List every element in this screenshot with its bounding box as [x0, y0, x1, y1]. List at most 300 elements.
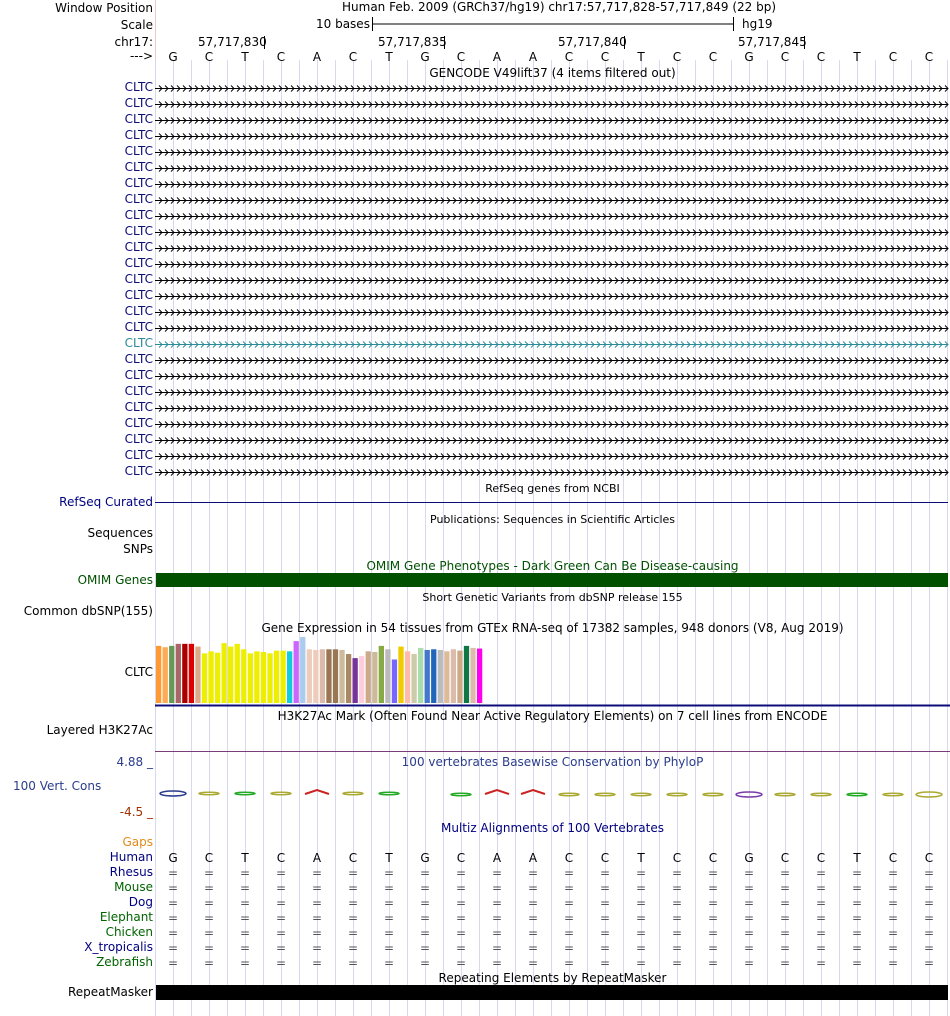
gtex-tissue-bar — [254, 651, 259, 703]
alignment-match-char: = — [419, 911, 431, 925]
gencode-transcript-label[interactable]: CLTC — [124, 368, 153, 382]
alignment-match-char: = — [383, 881, 395, 895]
alignment-match-char: = — [563, 866, 575, 880]
base-letter: C — [276, 50, 286, 64]
base-letter: A — [528, 50, 538, 64]
gtex-tissue-bar — [320, 649, 325, 703]
scale-label: Scale — [120, 18, 153, 32]
alignment-match-char: = — [239, 956, 251, 970]
alignment-match-char: = — [203, 926, 215, 940]
multiz-gaps-label[interactable]: Gaps — [122, 835, 153, 849]
gtex-tissue-bar — [313, 650, 318, 703]
repeatmasker-track-title[interactable]: Repeating Elements by RepeatMasker — [438, 971, 667, 985]
base-letter: C — [204, 50, 214, 64]
alignment-match-char: = — [707, 866, 719, 880]
gtex-tissue-bar — [189, 644, 194, 703]
alignment-match-char: = — [311, 866, 323, 880]
gencode-transcript-label[interactable]: CLTC — [124, 256, 153, 270]
gencode-transcript-label[interactable]: CLTC — [124, 400, 153, 414]
alignment-match-char: = — [707, 956, 719, 970]
base-letter: C — [924, 50, 934, 64]
gtex-tissue-bar — [385, 649, 390, 703]
gtex-tissue-bar — [300, 637, 305, 703]
gtex-tissue-bar — [398, 647, 403, 703]
alignment-match-char: = — [779, 866, 791, 880]
alignment-match-char: = — [527, 881, 539, 895]
alignment-match-char: = — [815, 911, 827, 925]
gencode-transcript-label[interactable]: CLTC — [124, 384, 153, 398]
alignment-match-char: = — [491, 911, 503, 925]
alignment-match-char: = — [923, 896, 935, 910]
base-letter: C — [564, 50, 574, 64]
phylop-track-title[interactable]: 100 vertebrates Basewise Conservation by PhyloP — [401, 755, 704, 769]
species-label[interactable]: Rhesus — [109, 865, 153, 879]
alignment-match-char: = — [743, 881, 755, 895]
alignment-match-char: = — [527, 896, 539, 910]
alignment-match-char: = — [635, 956, 647, 970]
alignment-match-char: = — [167, 896, 179, 910]
human-base-letter: C — [708, 851, 718, 865]
human-base-letter: T — [241, 851, 249, 865]
alignment-match-char: = — [599, 866, 611, 880]
gtex-tissue-bar — [156, 646, 161, 703]
alignment-match-char: = — [347, 866, 359, 880]
gencode-transcript-label[interactable]: CLTC — [124, 208, 153, 222]
gtex-tissue-bar — [451, 649, 456, 703]
ruler-position-4: 57,717,845 — [738, 35, 807, 49]
gencode-transcript-label[interactable]: CLTC — [124, 432, 153, 446]
gencode-transcript-label[interactable]: CLTC — [124, 112, 153, 126]
alignment-match-char: = — [239, 881, 251, 895]
gtex-tissue-bar — [241, 649, 246, 703]
alignment-match-char: = — [455, 881, 467, 895]
gtex-tissue-bar — [444, 651, 449, 703]
alignment-match-char: = — [851, 896, 863, 910]
gtex-tissue-bar — [195, 647, 200, 703]
alignment-match-char: = — [671, 896, 683, 910]
gtex-tissue-bar — [339, 650, 344, 703]
base-letter: T — [853, 50, 861, 64]
alignment-match-char: = — [563, 911, 575, 925]
gencode-transcript-label[interactable]: CLTC — [124, 96, 153, 110]
gtex-tissue-bar — [235, 644, 240, 703]
human-base-letter: G — [168, 851, 178, 865]
gencode-transcript-label[interactable]: CLTC — [124, 224, 153, 238]
alignment-match-char: = — [635, 941, 647, 955]
human-base-letter: C — [816, 851, 826, 865]
gencode-transcript-label[interactable]: CLTC — [124, 416, 153, 430]
alignment-match-char: = — [239, 896, 251, 910]
species-label[interactable]: Chicken — [105, 925, 153, 939]
human-base-letter: C — [456, 851, 466, 865]
alignment-match-char: = — [239, 911, 251, 925]
assembly-position-text: Human Feb. 2009 (GRCh37/hg19) chr17:57,717,828-57,717,849 (22 bp) — [342, 0, 777, 14]
alignment-match-char: = — [203, 941, 215, 955]
alignment-match-char: = — [599, 956, 611, 970]
gtex-tissue-bar — [280, 651, 285, 703]
h3k27ac-track-title[interactable]: H3K27Ac Mark (Often Found Near Active Regulatory Elements) on 7 cell lines from ENCODE — [277, 709, 828, 723]
alignment-match-char: = — [455, 896, 467, 910]
dbsnp-track-label[interactable]: Common dbSNP(155) — [23, 604, 153, 618]
alignment-match-char: = — [815, 866, 827, 880]
human-base-letter: A — [528, 851, 538, 865]
gtex-tissue-bar — [248, 653, 253, 703]
repeatmasker-track-label[interactable]: RepeatMasker — [67, 985, 153, 999]
alignment-match-char: = — [887, 896, 899, 910]
alignment-match-char: = — [275, 926, 287, 940]
alignment-match-char: = — [311, 956, 323, 970]
alignment-match-char: = — [275, 911, 287, 925]
gtex-tissue-bar — [169, 646, 174, 703]
gtex-tissue-bar — [228, 647, 233, 703]
alignment-match-char: = — [707, 926, 719, 940]
alignment-match-char: = — [923, 941, 935, 955]
alignment-match-char: = — [419, 896, 431, 910]
alignment-match-char: = — [563, 956, 575, 970]
human-base-letter: C — [780, 851, 790, 865]
h3k27ac-track-label[interactable]: Layered H3K27Ac — [46, 723, 153, 737]
gtex-track-label[interactable]: CLTC — [124, 665, 153, 679]
species-label[interactable]: Zebrafish — [96, 955, 153, 969]
alignment-match-char: = — [599, 881, 611, 895]
gtex-tissue-bar — [274, 651, 279, 703]
gencode-transcript-label[interactable]: CLTC — [124, 240, 153, 254]
alignment-match-char: = — [635, 896, 647, 910]
gencode-transcript-label[interactable]: CLTC — [124, 160, 153, 174]
alignment-match-char: = — [779, 926, 791, 940]
publications-label-sequences[interactable]: Sequences — [87, 526, 153, 540]
omim-track-title[interactable]: OMIM Gene Phenotypes - Dark Green Can Be Disease-causing — [366, 559, 739, 573]
publications-label-snps[interactable]: SNPs — [123, 542, 153, 556]
gencode-transcript-label[interactable]: CLTC — [124, 304, 153, 318]
species-label[interactable]: Dog — [128, 895, 153, 909]
gtex-bars — [156, 637, 482, 703]
alignment-match-char: = — [527, 956, 539, 970]
alignment-match-char: = — [491, 941, 503, 955]
alignment-match-char: = — [635, 866, 647, 880]
alignment-match-char: = — [203, 896, 215, 910]
gtex-tissue-bar — [333, 649, 338, 703]
base-letter: A — [492, 50, 502, 64]
gtex-tissue-bar — [267, 653, 272, 703]
alignment-match-char: = — [167, 866, 179, 880]
alignment-match-char: = — [635, 926, 647, 940]
gtex-tissue-bar — [202, 653, 207, 703]
alignment-match-char: = — [707, 881, 719, 895]
alignment-match-char: = — [311, 881, 323, 895]
base-letter: G — [168, 50, 178, 64]
alignment-match-char: = — [419, 956, 431, 970]
alignment-match-char: = — [383, 911, 395, 925]
base-letter: C — [672, 50, 682, 64]
alignment-match-char: = — [923, 881, 935, 895]
phylop-min-label: -4.5 _ — [119, 805, 153, 819]
alignment-match-char: = — [527, 866, 539, 880]
alignment-match-char: = — [743, 896, 755, 910]
alignment-match-char: = — [203, 911, 215, 925]
alignment-match-char: = — [383, 926, 395, 940]
alignment-match-char: = — [851, 911, 863, 925]
alignment-match-char: = — [347, 896, 359, 910]
repeatmasker-bar — [156, 985, 948, 1000]
alignment-match-char: = — [851, 956, 863, 970]
gtex-tissue-bar — [261, 652, 266, 703]
gencode-transcript-label[interactable]: CLTC — [124, 352, 153, 366]
alignment-match-char: = — [491, 866, 503, 880]
alignment-match-char: = — [239, 866, 251, 880]
alignment-match-char: = — [203, 866, 215, 880]
db-text: hg19 — [742, 17, 773, 31]
alignment-match-char: = — [419, 866, 431, 880]
gencode-transcript-label[interactable]: CLTC — [124, 80, 153, 94]
alignment-match-char: = — [347, 926, 359, 940]
gtex-tissue-bar — [215, 653, 220, 703]
gtex-tissue-bar — [366, 651, 371, 703]
alignment-match-char: = — [347, 941, 359, 955]
alignment-match-char: = — [707, 911, 719, 925]
alignment-match-char: = — [887, 881, 899, 895]
alignment-match-char: = — [851, 881, 863, 895]
alignment-match-char: = — [851, 866, 863, 880]
gtex-tissue-bar — [208, 651, 213, 703]
alignment-match-char: = — [671, 881, 683, 895]
alignment-match-char: = — [563, 941, 575, 955]
alignment-match-char: = — [671, 956, 683, 970]
alignment-match-char: = — [779, 911, 791, 925]
alignment-match-char: = — [455, 956, 467, 970]
alignment-match-char: = — [455, 941, 467, 955]
alignment-match-char: = — [923, 956, 935, 970]
base-letter: T — [637, 50, 645, 64]
gencode-transcript-label[interactable]: CLTC — [124, 448, 153, 462]
alignment-match-char: = — [347, 881, 359, 895]
alignment-match-char: = — [563, 881, 575, 895]
alignment-match-char: = — [599, 941, 611, 955]
alignment-match-char: = — [347, 956, 359, 970]
human-base-letter: C — [564, 851, 574, 865]
omim-track-label[interactable]: OMIM Genes — [77, 573, 153, 587]
alignment-match-char: = — [275, 956, 287, 970]
alignment-match-char: = — [671, 926, 683, 940]
ruler-position-3: 57,717,840 — [558, 35, 627, 49]
alignment-match-char: = — [167, 941, 179, 955]
strand-label: ---> — [129, 49, 153, 63]
gtex-tissue-bar — [353, 658, 358, 703]
gencode-transcript-label[interactable]: CLTC — [124, 464, 153, 478]
alignment-match-char: = — [275, 941, 287, 955]
alignment-match-char: = — [563, 896, 575, 910]
gtex-tissue-bar — [411, 654, 416, 703]
alignment-match-char: = — [383, 896, 395, 910]
alignment-match-char: = — [671, 941, 683, 955]
refseq-track-label[interactable]: RefSeq Curated — [59, 495, 153, 509]
alignment-match-char: = — [491, 956, 503, 970]
scale-text: 10 bases — [316, 17, 370, 31]
alignment-match-char: = — [599, 896, 611, 910]
alignment-match-char: = — [887, 956, 899, 970]
gtex-tissue-bar — [438, 650, 443, 703]
alignment-match-char: = — [383, 866, 395, 880]
human-base-letter: A — [492, 851, 502, 865]
alignment-match-char: = — [743, 911, 755, 925]
alignment-match-char: = — [167, 956, 179, 970]
omim-gene-bar — [156, 573, 948, 587]
gencode-transcript-label[interactable]: CLTC — [124, 336, 153, 350]
publications-track-title[interactable]: Publications: Sequences in Scientific Articles — [430, 513, 675, 526]
alignment-match-char: = — [923, 926, 935, 940]
base-letter: C — [348, 50, 358, 64]
human-base-letter: C — [888, 851, 898, 865]
multiz-track-title[interactable]: Multiz Alignments of 100 Vertebrates — [440, 821, 665, 835]
gtex-tissue-bar — [222, 643, 227, 703]
base-letter: C — [780, 50, 790, 64]
dbsnp-track-title[interactable]: Short Genetic Variants from dbSNP release 155 — [422, 591, 683, 604]
window-position-label: Window Position — [55, 1, 153, 15]
alignment-match-char: = — [167, 881, 179, 895]
alignment-match-char: = — [887, 926, 899, 940]
alignment-match-char: = — [599, 926, 611, 940]
gtex-tissue-bar — [287, 651, 292, 703]
gencode-track-title[interactable]: GENCODE V49lift37 (4 items filtered out) — [429, 66, 676, 80]
gencode-transcript-label[interactable]: CLTC — [124, 320, 153, 334]
human-base-letter: C — [204, 851, 214, 865]
human-base-letter: C — [600, 851, 610, 865]
human-base-letter: A — [312, 851, 322, 865]
base-letter: T — [385, 50, 393, 64]
alignment-match-char: = — [743, 956, 755, 970]
gtex-tissue-bar — [392, 659, 397, 703]
alignment-match-char: = — [779, 941, 791, 955]
refseq-track-title[interactable]: RefSeq genes from NCBI — [485, 482, 620, 495]
grid-lines — [156, 60, 948, 1016]
alignment-match-char: = — [815, 896, 827, 910]
alignment-match-char: = — [419, 926, 431, 940]
gtex-tissue-bar — [405, 651, 410, 703]
alignment-match-char: = — [383, 956, 395, 970]
chrom-label: chr17: — [114, 35, 153, 49]
human-base-letter: T — [385, 851, 393, 865]
gtex-tissue-bar — [163, 647, 168, 703]
species-label[interactable]: Human — [109, 850, 153, 864]
gtex-tissue-bar — [464, 646, 469, 703]
alignment-match-char: = — [203, 881, 215, 895]
gencode-transcript-label[interactable]: CLTC — [124, 192, 153, 206]
alignment-match-char: = — [779, 881, 791, 895]
phylop-max-label: 4.88 _ — [116, 755, 153, 769]
phylop-track-label[interactable]: 100 Vert. Cons — [13, 779, 102, 793]
alignment-match-char: = — [491, 896, 503, 910]
species-label[interactable]: X_tropicalis — [84, 940, 153, 954]
gtex-tissue-bar — [326, 649, 331, 703]
gtex-tissue-bar — [307, 649, 312, 703]
gtex-tissue-bar — [359, 656, 364, 703]
alignment-match-char: = — [527, 941, 539, 955]
gtex-tissue-bar — [431, 649, 436, 703]
gtex-tissue-bar — [346, 654, 351, 703]
alignment-match-char: = — [527, 911, 539, 925]
alignment-match-char: = — [815, 926, 827, 940]
alignment-match-char: = — [383, 941, 395, 955]
alignment-match-char: = — [311, 926, 323, 940]
base-letter: G — [744, 50, 754, 64]
alignment-match-char: = — [527, 926, 539, 940]
alignment-match-char: = — [239, 941, 251, 955]
alignment-match-char: = — [635, 881, 647, 895]
alignment-match-char: = — [923, 866, 935, 880]
human-base-letter: T — [853, 851, 861, 865]
gtex-tissue-bar — [418, 648, 423, 703]
species-label[interactable]: Elephant — [99, 910, 153, 924]
alignment-match-char: = — [671, 866, 683, 880]
ruler-position-1: 57,717,830 — [198, 35, 267, 49]
gtex-tissue-bar — [457, 651, 462, 703]
alignment-match-char: = — [203, 956, 215, 970]
alignment-match-char: = — [815, 956, 827, 970]
alignment-match-char: = — [419, 941, 431, 955]
alignment-match-char: = — [599, 911, 611, 925]
base-letter: C — [888, 50, 898, 64]
human-base-letter: T — [637, 851, 645, 865]
gtex-tissue-bar — [182, 644, 187, 703]
alignment-match-char: = — [167, 911, 179, 925]
alignment-match-char: = — [311, 896, 323, 910]
ruler-position-2: 57,717,835 — [378, 35, 447, 49]
human-base-letter: C — [672, 851, 682, 865]
alignment-match-char: = — [239, 926, 251, 940]
alignment-match-char: = — [743, 941, 755, 955]
alignment-match-char: = — [419, 881, 431, 895]
alignment-match-char: = — [851, 941, 863, 955]
gtex-tissue-bar — [294, 641, 299, 703]
gtex-tissue-bar — [176, 644, 181, 703]
gencode-transcript-label[interactable]: CLTC — [124, 176, 153, 190]
gtex-tissue-bar — [470, 648, 475, 703]
base-letter: T — [241, 50, 249, 64]
alignment-match-char: = — [347, 911, 359, 925]
alignment-match-char: = — [455, 866, 467, 880]
alignment-match-char: = — [275, 896, 287, 910]
gencode-transcript-label[interactable]: CLTC — [124, 288, 153, 302]
alignment-match-char: = — [707, 941, 719, 955]
human-base-letter: C — [924, 851, 934, 865]
gtex-tissue-bar — [477, 649, 482, 703]
alignment-match-char: = — [923, 911, 935, 925]
alignment-match-char: = — [887, 866, 899, 880]
species-label[interactable]: Mouse — [114, 880, 153, 894]
alignment-match-char: = — [455, 911, 467, 925]
gtex-tissue-bar — [372, 652, 377, 703]
gtex-tissue-bar — [379, 646, 384, 703]
alignment-match-char: = — [779, 956, 791, 970]
alignment-match-char: = — [275, 881, 287, 895]
gtex-track-title[interactable]: Gene Expression in 54 tissues from GTEx RNA-seq of 17382 samples, 948 donors (V8, Aug 2019) — [261, 621, 844, 635]
alignment-match-char: = — [815, 941, 827, 955]
alignment-match-char: = — [311, 911, 323, 925]
alignment-match-char: = — [779, 896, 791, 910]
alignment-match-char: = — [743, 866, 755, 880]
gencode-transcript-label[interactable]: CLTC — [124, 128, 153, 142]
human-base-letter: C — [276, 851, 286, 865]
gencode-transcript-label[interactable]: CLTC — [124, 144, 153, 158]
alignment-match-char: = — [887, 911, 899, 925]
human-base-letter: C — [348, 851, 358, 865]
alignment-match-char: = — [671, 911, 683, 925]
alignment-match-char: = — [491, 881, 503, 895]
alignment-match-char: = — [815, 881, 827, 895]
alignment-match-char: = — [707, 896, 719, 910]
alignment-match-char: = — [455, 926, 467, 940]
gencode-transcript-label[interactable]: CLTC — [124, 272, 153, 286]
